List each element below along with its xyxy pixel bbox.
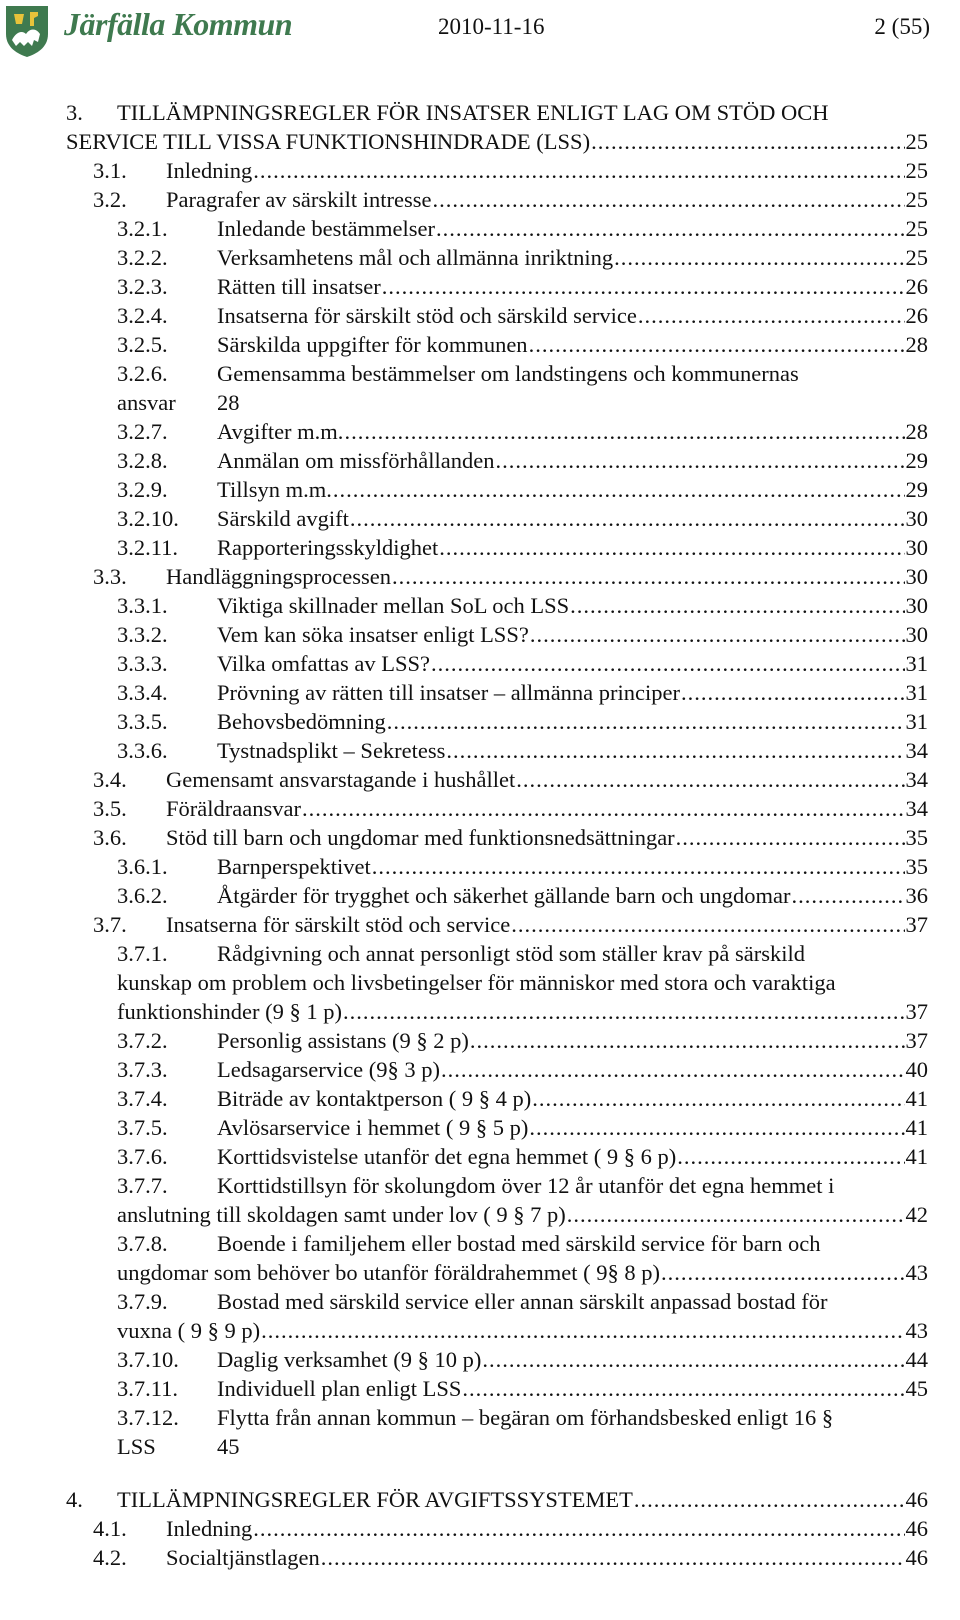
toc-entry[interactable] bbox=[117, 301, 928, 331]
toc-entry-title: kunskap om problem och livsbetingelser för människor med stora och varaktiga bbox=[117, 970, 836, 995]
toc-entry-number: 3.7.7. bbox=[117, 1173, 168, 1198]
toc-entry-title: Inledning bbox=[166, 1516, 253, 1541]
toc-entry-page: 28 bbox=[905, 332, 928, 357]
toc-entry[interactable] bbox=[117, 1287, 827, 1317]
toc-entry-title: Biträde av kontaktperson ( 9 § 4 p) bbox=[217, 1086, 532, 1111]
toc-entry-title: Korttidsvistelse utanför det egna hemmet ( 9 § 6 p) bbox=[217, 1144, 677, 1169]
toc-entry[interactable] bbox=[117, 736, 928, 766]
toc-entry-number: 3.3.6. bbox=[117, 738, 168, 763]
toc-entry-number: 3.2.11. bbox=[117, 535, 179, 560]
toc-entry-number: 3.2.1. bbox=[117, 216, 168, 241]
toc-entry-title: Behovsbedömning bbox=[217, 709, 386, 734]
toc-entry-title: Vem kan söka insatser enligt LSS? bbox=[217, 622, 529, 647]
toc-entry[interactable] bbox=[117, 446, 928, 476]
toc-entry[interactable] bbox=[117, 214, 928, 244]
toc-dot-leader bbox=[681, 678, 905, 708]
toc-entry-number: 3. bbox=[66, 100, 83, 125]
toc-entry-number: 3.2.10. bbox=[117, 506, 179, 531]
toc-entry-title: Boende i familjehem eller bostad med särskild service för barn och bbox=[217, 1231, 821, 1256]
toc-entry-title: Föräldraansvar bbox=[166, 796, 301, 821]
toc-entry-number: 3.7.12. bbox=[117, 1405, 179, 1430]
toc-entry-number: 3.7.2. bbox=[117, 1028, 168, 1053]
toc-entry-title: Insatserna för särskilt stöd och service bbox=[166, 912, 511, 937]
toc-entry-number: 4. bbox=[66, 1487, 83, 1512]
toc-dot-leader bbox=[350, 504, 905, 534]
toc-entry[interactable] bbox=[117, 620, 928, 650]
toc-entry-page: 42 bbox=[905, 1202, 928, 1227]
toc-entry-number: 4.1. bbox=[93, 1516, 127, 1541]
toc-dot-leader bbox=[661, 1258, 905, 1288]
toc-entry-title: Åtgärder för trygghet och säkerhet gällande barn och ungdomar bbox=[217, 883, 791, 908]
toc-entry-title: Stöd till barn och ungdomar med funktionsnedsättningar bbox=[166, 825, 675, 850]
toc-entry-title: Anmälan om missförhållanden bbox=[217, 448, 495, 473]
page-header bbox=[0, 0, 960, 60]
toc-entry[interactable] bbox=[117, 1403, 833, 1433]
toc-entry[interactable] bbox=[117, 243, 928, 273]
toc-entry-page: 46 bbox=[905, 1487, 928, 1512]
toc-entry-number: 3.7.11. bbox=[117, 1376, 179, 1401]
coat-of-arms-icon bbox=[4, 4, 50, 58]
toc-entry-page: 29 bbox=[905, 448, 928, 473]
toc-entry-number: 3.7.3. bbox=[117, 1057, 168, 1082]
toc-dot-leader bbox=[495, 446, 904, 476]
toc-dot-leader bbox=[343, 997, 905, 1027]
toc-dot-leader bbox=[530, 620, 905, 650]
toc-entry-number: 3.6.1. bbox=[117, 854, 168, 879]
toc-entry-number: 3.1. bbox=[93, 158, 127, 183]
toc-entry-title: Rådgivning och annat personligt stöd som ställer krav på särskild bbox=[217, 941, 806, 966]
toc-entry-title: 45 bbox=[217, 1434, 240, 1459]
toc-entry[interactable] bbox=[117, 1055, 928, 1085]
toc-entry[interactable] bbox=[117, 1026, 928, 1056]
toc-entry-title: Barnperspektivet bbox=[217, 854, 371, 879]
toc-entry-title: Bostad med särskild service eller annan särskilt anpassad bostad för bbox=[217, 1289, 828, 1314]
toc-entry-title: Socialtjänstlagen bbox=[166, 1545, 320, 1570]
toc-entry[interactable] bbox=[66, 127, 928, 157]
toc-dot-leader bbox=[591, 127, 904, 157]
toc-dot-leader bbox=[677, 1142, 904, 1172]
toc-entry-title: Daglig verksamhet (9 § 10 p) bbox=[217, 1347, 482, 1372]
toc-entry[interactable] bbox=[117, 504, 928, 534]
toc-entry[interactable] bbox=[117, 1142, 928, 1172]
toc-entry-number: 3.6. bbox=[93, 825, 127, 850]
toc-entry[interactable] bbox=[117, 1374, 928, 1404]
toc-entry-number: 3.7.4. bbox=[117, 1086, 168, 1111]
toc-entry-number: 3.7.5. bbox=[117, 1115, 168, 1140]
toc-entry-number: 3.2.2. bbox=[117, 245, 168, 270]
toc-entry-page: 25 bbox=[905, 245, 928, 270]
toc-entry-number: 3.5. bbox=[93, 796, 127, 821]
toc-entry[interactable] bbox=[117, 1316, 928, 1346]
toc-entry[interactable] bbox=[93, 1543, 928, 1573]
toc-entry-title: TILLÄMPNINGSREGLER FÖR AVGIFTSSYSTEMET bbox=[117, 1487, 633, 1512]
toc-entry[interactable] bbox=[117, 997, 928, 1027]
toc-entry[interactable] bbox=[117, 881, 928, 911]
toc-entry-page: 34 bbox=[905, 767, 928, 792]
toc-entry[interactable] bbox=[93, 765, 928, 795]
toc-entry-title: Insatserna för särskilt stöd och särskild service bbox=[217, 303, 637, 328]
toc-dot-leader bbox=[614, 243, 904, 273]
toc-entry-number: 3.6.2. bbox=[117, 883, 168, 908]
toc-entry-number: 3.2.9. bbox=[117, 477, 168, 502]
header-date: 2010-11-16 bbox=[438, 14, 545, 39]
toc-entry-page: 46 bbox=[905, 1516, 928, 1541]
toc-entry-page: 34 bbox=[905, 738, 928, 763]
toc-entry-title: Individuell plan enligt LSS bbox=[217, 1376, 462, 1401]
toc-entry-page: 43 bbox=[905, 1318, 928, 1343]
toc-dot-leader bbox=[382, 272, 905, 302]
toc-entry-page: 26 bbox=[905, 274, 928, 299]
toc-entry-number: 3.7. bbox=[93, 912, 127, 937]
toc-entry-page: 37 bbox=[905, 999, 928, 1024]
toc-dot-leader bbox=[431, 649, 905, 679]
toc-entry[interactable] bbox=[117, 359, 799, 389]
toc-entry-page: 37 bbox=[905, 912, 928, 937]
toc-entry-title: Särskild avgift bbox=[217, 506, 349, 531]
toc-entry-page: 43 bbox=[905, 1260, 928, 1285]
toc-dot-leader bbox=[333, 475, 905, 505]
toc-dot-leader bbox=[532, 1084, 904, 1114]
toc-entry-page: 35 bbox=[905, 854, 928, 879]
toc-dot-leader bbox=[446, 736, 904, 766]
toc-entry-number: 3.7.10. bbox=[117, 1347, 179, 1372]
toc-entry-title: Avlösarservice i hemmet ( 9 § 5 p) bbox=[217, 1115, 529, 1140]
toc-entry-page: 34 bbox=[905, 796, 928, 821]
toc-dot-leader bbox=[441, 1055, 904, 1085]
toc-entry-title: Inledning bbox=[166, 158, 253, 183]
toc-entry-title: Tillsyn m.m. bbox=[217, 477, 332, 502]
toc-entry[interactable] bbox=[117, 939, 805, 969]
toc-dot-leader bbox=[344, 417, 904, 447]
toc-entry-title: Ledsagarservice (9§ 3 p) bbox=[217, 1057, 441, 1082]
toc-entry-page: 26 bbox=[905, 303, 928, 328]
toc-entry[interactable] bbox=[117, 968, 836, 998]
toc-entry[interactable] bbox=[93, 910, 928, 940]
toc-entry-page: 25 bbox=[905, 216, 928, 241]
toc-entry-number: 3.4. bbox=[93, 767, 127, 792]
toc-entry-number: 3.3.2. bbox=[117, 622, 168, 647]
toc-entry-page: 30 bbox=[905, 506, 928, 531]
toc-dot-leader bbox=[439, 533, 904, 563]
toc-dot-leader bbox=[470, 1026, 905, 1056]
toc-entry-title: Handläggningsprocessen bbox=[166, 564, 391, 589]
toc-entry[interactable] bbox=[117, 1084, 928, 1114]
toc-entry[interactable] bbox=[117, 1345, 928, 1375]
toc-entry-title: Gemensamma bestämmelser om landstingens och kommunernas bbox=[217, 361, 799, 386]
toc-dot-leader bbox=[676, 823, 905, 853]
toc-dot-leader bbox=[261, 1316, 904, 1346]
toc-entry[interactable] bbox=[66, 98, 828, 128]
toc-entry-title: Gemensamt ansvarstagande i hushållet bbox=[166, 767, 516, 792]
toc-entry-number: 3.2.8. bbox=[117, 448, 168, 473]
toc-entry-page: 31 bbox=[905, 709, 928, 734]
toc-entry-number: 3.7.8. bbox=[117, 1231, 168, 1256]
toc-entry-title: Vilka omfattas av LSS? bbox=[217, 651, 430, 676]
toc-entry-number: 3.2.7. bbox=[117, 419, 168, 444]
toc-entry-page: 40 bbox=[905, 1057, 928, 1082]
toc-entry-page: 30 bbox=[905, 593, 928, 618]
toc-entry-title: Inledande bestämmelser bbox=[217, 216, 436, 241]
toc-entry-number: 3.3.1. bbox=[117, 593, 168, 618]
toc-entry-title: Rätten till insatser bbox=[217, 274, 381, 299]
toc-dot-leader bbox=[638, 301, 905, 331]
toc-dot-leader bbox=[567, 1200, 905, 1230]
toc-entry-page: 25 bbox=[905, 187, 928, 212]
toc-entry-page: 25 bbox=[905, 129, 928, 154]
toc-dot-leader bbox=[372, 852, 905, 882]
toc-entry[interactable] bbox=[117, 707, 928, 737]
toc-entry-page: 29 bbox=[905, 477, 928, 502]
toc-entry[interactable] bbox=[117, 272, 928, 302]
toc-entry[interactable] bbox=[117, 1229, 821, 1259]
toc-entry[interactable] bbox=[117, 1113, 928, 1143]
toc-entry-number: 3.3.3. bbox=[117, 651, 168, 676]
toc-entry-page: 44 bbox=[905, 1347, 928, 1372]
toc-entry-title: Flytta från annan kommun – begäran om förhandsbesked enligt 16 § bbox=[217, 1405, 834, 1430]
toc-entry-number: 3.3. bbox=[93, 564, 127, 589]
toc-entry[interactable] bbox=[117, 533, 928, 563]
toc-entry-page: 41 bbox=[905, 1144, 928, 1169]
toc-dot-leader bbox=[792, 881, 905, 911]
toc-entry-title: Avgifter m.m. bbox=[217, 419, 344, 444]
toc-entry-title: Tystnadsplikt – Sekretess bbox=[217, 738, 446, 763]
toc-entry-number: 3.2.5. bbox=[117, 332, 168, 357]
toc-entry-title: Viktiga skillnader mellan SoL och LSS bbox=[217, 593, 570, 618]
toc-entry-page: 41 bbox=[905, 1086, 928, 1111]
toc-dot-leader bbox=[253, 1514, 904, 1544]
toc-entry[interactable] bbox=[93, 1514, 928, 1544]
toc-entry-page: 31 bbox=[905, 680, 928, 705]
toc-dot-leader bbox=[436, 214, 904, 244]
toc-entry-page: 30 bbox=[905, 622, 928, 647]
toc-entry[interactable] bbox=[117, 475, 928, 505]
toc-entry-title: anslutning till skoldagen samt under lov ( 9 § 7 p) bbox=[117, 1202, 566, 1227]
toc-dot-leader bbox=[321, 1543, 905, 1573]
toc-dot-leader bbox=[634, 1485, 905, 1515]
toc-entry-title: SERVICE TILL VISSA FUNKTIONSHINDRADE (LSS) bbox=[66, 129, 591, 154]
toc-entry[interactable] bbox=[66, 1485, 928, 1515]
toc-entry-title: Prövning av rätten till insatser – allmänna principer bbox=[217, 680, 680, 705]
toc-entry-title: Rapporteringsskyldighet bbox=[217, 535, 439, 560]
toc-entry-page: 37 bbox=[905, 1028, 928, 1053]
toc-entry-number: ansvar bbox=[117, 390, 176, 415]
logo-wordmark: Järfälla Kommun bbox=[64, 6, 293, 42]
toc-entry[interactable] bbox=[117, 1171, 834, 1201]
toc-entry-page: 28 bbox=[905, 419, 928, 444]
toc-entry[interactable] bbox=[117, 1200, 928, 1230]
toc-dot-leader bbox=[516, 765, 904, 795]
toc-entry[interactable] bbox=[117, 330, 928, 360]
toc-entry[interactable] bbox=[117, 852, 928, 882]
toc-entry-page: 41 bbox=[905, 1115, 928, 1140]
toc-entry-title: Särskilda uppgifter för kommunen bbox=[217, 332, 528, 357]
toc-entry-page: 35 bbox=[905, 825, 928, 850]
toc-entry[interactable] bbox=[117, 591, 928, 621]
toc-dot-leader bbox=[511, 910, 904, 940]
toc-entry-number: 3.7.1. bbox=[117, 941, 168, 966]
toc-entry-number: 3.3.5. bbox=[117, 709, 168, 734]
toc-entry[interactable] bbox=[117, 649, 928, 679]
toc-entry-number: 3.7.6. bbox=[117, 1144, 168, 1169]
toc-entry-page: 45 bbox=[905, 1376, 928, 1401]
toc-entry[interactable] bbox=[117, 388, 240, 418]
toc-entry-title: vuxna ( 9 § 9 p) bbox=[117, 1318, 261, 1343]
toc-dot-leader bbox=[302, 794, 905, 824]
toc-entry-page: 31 bbox=[905, 651, 928, 676]
toc-entry[interactable] bbox=[93, 185, 928, 215]
toc-entry[interactable] bbox=[93, 794, 928, 824]
toc-entry-number: 3.2.4. bbox=[117, 303, 168, 328]
toc-entry-title: Personlig assistans (9 § 2 p) bbox=[217, 1028, 469, 1053]
toc-entry-title: 28 bbox=[217, 390, 240, 415]
toc-dot-leader bbox=[529, 1113, 904, 1143]
toc-entry-title: TILLÄMPNINGSREGLER FÖR INSATSER ENLIGT LAG OM STÖD OCH bbox=[117, 100, 829, 125]
toc-entry-number: 3.2. bbox=[93, 187, 127, 212]
header-page-number: 2 (55) bbox=[874, 14, 930, 39]
toc-entry-number: 4.2. bbox=[93, 1545, 127, 1570]
toc-entry-number: 3.7.9. bbox=[117, 1289, 168, 1314]
toc-entry-title: Paragrafer av särskilt intresse bbox=[166, 187, 432, 212]
toc-entry-title: ungdomar som behöver bo utanför föräldrahemmet ( 9§ 8 p) bbox=[117, 1260, 660, 1285]
toc-dot-leader bbox=[433, 185, 905, 215]
toc-entry-page: 30 bbox=[905, 535, 928, 560]
toc-entry-number: 3.3.4. bbox=[117, 680, 168, 705]
toc-entry[interactable] bbox=[117, 417, 928, 447]
toc-entry-number: 3.2.6. bbox=[117, 361, 168, 386]
toc-dot-leader bbox=[387, 707, 905, 737]
toc-entry-number: LSS bbox=[117, 1434, 156, 1459]
toc-dot-leader bbox=[253, 156, 904, 186]
toc-entry[interactable] bbox=[117, 1432, 240, 1462]
toc-dot-leader bbox=[462, 1374, 904, 1404]
toc-entry[interactable] bbox=[93, 562, 928, 592]
toc-entry[interactable] bbox=[93, 823, 928, 853]
toc-entry[interactable] bbox=[93, 156, 928, 186]
toc-entry-page: 25 bbox=[905, 158, 928, 183]
toc-dot-leader bbox=[482, 1345, 904, 1375]
toc-entry-page: 36 bbox=[905, 883, 928, 908]
toc-entry[interactable] bbox=[117, 1258, 928, 1288]
toc-entry-title: funktionshinder (9 § 1 p) bbox=[117, 999, 342, 1024]
toc-dot-leader bbox=[570, 591, 904, 621]
toc-entry-page: 46 bbox=[905, 1545, 928, 1570]
toc-entry-page: 30 bbox=[905, 564, 928, 589]
toc-entry-number: 3.2.3. bbox=[117, 274, 168, 299]
toc-entry-title: Verksamhetens mål och allmänna inriktning bbox=[217, 245, 614, 270]
toc-dot-leader bbox=[392, 562, 905, 592]
toc-dot-leader bbox=[529, 330, 905, 360]
toc-entry[interactable] bbox=[117, 678, 928, 708]
toc-entry-title: Korttidstillsyn för skolungdom över 12 år utanför det egna hemmet i bbox=[217, 1173, 835, 1198]
